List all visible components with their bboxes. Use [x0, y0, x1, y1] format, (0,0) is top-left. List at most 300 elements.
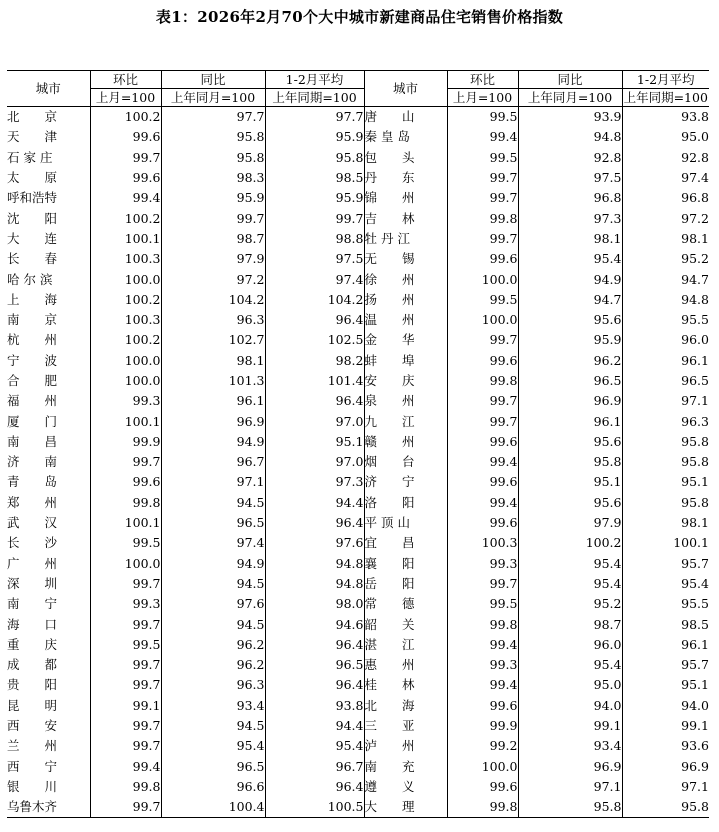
mom-value-cell: 100.3 — [90, 249, 161, 269]
city-name-cell: 丹 东 — [364, 168, 447, 188]
table-row — [7, 513, 709, 533]
avg-header: 1-2月平均 — [622, 71, 709, 89]
mom-base-header: 上月=100 — [447, 89, 518, 107]
avg-value-cell: 97.7 — [265, 107, 364, 128]
city-name-cell: 北 京 — [7, 109, 58, 125]
mom-value-cell: 99.6 — [447, 432, 518, 452]
table-row — [7, 290, 709, 310]
yoy-value-cell: 99.1 — [518, 716, 622, 736]
city-name-cell: 厦 门 — [7, 413, 58, 429]
avg-value-cell: 98.1 — [622, 229, 709, 249]
city-name-cell: 徐 州 — [364, 269, 447, 289]
mom-value-cell: 100.0 — [90, 269, 161, 289]
avg-value-cell: 97.4 — [622, 168, 709, 188]
avg-value-cell: 98.8 — [265, 229, 364, 249]
avg-base-header: 上年同期=100 — [265, 89, 364, 107]
city-name-cell: 乌鲁木齐 — [7, 797, 90, 818]
mom-value-cell: 99.6 — [447, 351, 518, 371]
mom-base-header: 上月=100 — [90, 89, 161, 107]
city-name-cell: 宜 昌 — [364, 533, 447, 553]
avg-value-cell: 95.8 — [622, 452, 709, 472]
mom-value-cell: 100.0 — [447, 269, 518, 289]
mom-value-cell: 99.7 — [447, 411, 518, 431]
mom-value-cell: 99.6 — [447, 777, 518, 797]
yoy-value-cell: 100.2 — [518, 533, 622, 553]
avg-value-cell: 95.9 — [265, 188, 364, 208]
mom-value-cell: 99.4 — [447, 452, 518, 472]
mom-value-cell: 99.8 — [447, 371, 518, 391]
table-row — [7, 797, 709, 818]
avg-value-cell: 94.6 — [265, 614, 364, 634]
yoy-value-cell: 95.9 — [161, 188, 265, 208]
avg-value-cell: 94.4 — [265, 493, 364, 513]
city-name-cell: 贵 阳 — [7, 677, 58, 693]
mom-value-cell: 99.5 — [90, 533, 161, 553]
avg-value-cell: 96.4 — [265, 675, 364, 695]
yoy-value-cell: 95.4 — [161, 736, 265, 756]
header-row-1 — [7, 71, 709, 89]
mom-value-cell: 100.0 — [447, 757, 518, 777]
city-name-cell: 海 口 — [7, 616, 58, 632]
yoy-value-cell: 95.4 — [518, 554, 622, 574]
yoy-value-cell: 96.2 — [518, 351, 622, 371]
avg-value-cell: 98.5 — [622, 614, 709, 634]
table-row — [7, 554, 709, 574]
city-name-cell: 深 圳 — [7, 575, 58, 591]
mom-value-cell: 99.6 — [90, 127, 161, 147]
mom-value-cell: 99.6 — [90, 472, 161, 492]
city-name-cell: 太 原 — [7, 170, 58, 186]
mom-value-cell: 100.2 — [90, 208, 161, 228]
avg-value-cell: 95.8 — [622, 797, 709, 818]
table-row — [7, 696, 709, 716]
avg-value-cell: 96.0 — [622, 330, 709, 350]
city-name-cell: 赣 州 — [364, 432, 447, 452]
yoy-value-cell: 97.1 — [518, 777, 622, 797]
yoy-value-cell: 95.8 — [161, 148, 265, 168]
avg-value-cell: 96.4 — [265, 777, 364, 797]
mom-value-cell: 99.3 — [447, 655, 518, 675]
city-name-cell: 青 岛 — [7, 474, 58, 490]
yoy-base-header: 上年同月=100 — [161, 89, 265, 107]
avg-value-cell: 97.0 — [265, 452, 364, 472]
city-name-cell: 南 充 — [364, 757, 447, 777]
mom-value-cell: 100.2 — [90, 330, 161, 350]
city-name-cell: 九 江 — [364, 411, 447, 431]
mom-value-cell: 100.2 — [90, 290, 161, 310]
yoy-value-cell: 97.2 — [161, 269, 265, 289]
mom-value-cell: 99.5 — [447, 290, 518, 310]
city-name-cell: 广 州 — [7, 555, 58, 571]
yoy-value-cell: 96.1 — [161, 391, 265, 411]
table-row — [7, 188, 709, 208]
city-name-cell: 西 宁 — [7, 758, 58, 774]
avg-value-cell: 95.5 — [622, 310, 709, 330]
city-name-cell: 唐 山 — [364, 107, 447, 128]
yoy-value-cell: 97.4 — [161, 533, 265, 553]
mom-value-cell: 99.5 — [90, 635, 161, 655]
table-row — [7, 107, 709, 128]
city-name-cell: 银 川 — [7, 778, 58, 794]
city-name-cell: 大 理 — [364, 797, 447, 818]
city-name-cell: 南 宁 — [7, 596, 58, 612]
mom-value-cell: 99.3 — [90, 594, 161, 614]
avg-value-cell: 104.2 — [265, 290, 364, 310]
yoy-value-cell: 93.4 — [161, 696, 265, 716]
avg-value-cell: 97.6 — [265, 533, 364, 553]
avg-value-cell: 95.8 — [265, 148, 364, 168]
avg-value-cell: 99.1 — [622, 716, 709, 736]
yoy-value-cell: 95.4 — [518, 249, 622, 269]
avg-value-cell: 101.4 — [265, 371, 364, 391]
table-row — [7, 736, 709, 756]
mom-value-cell: 99.3 — [90, 391, 161, 411]
yoy-value-cell: 94.8 — [518, 127, 622, 147]
avg-value-cell: 93.6 — [622, 736, 709, 756]
city-name-cell: 大 连 — [7, 230, 58, 246]
mom-value-cell: 99.5 — [447, 594, 518, 614]
mom-value-cell: 99.4 — [447, 127, 518, 147]
avg-value-cell: 93.8 — [622, 107, 709, 128]
yoy-value-cell: 96.6 — [161, 777, 265, 797]
mom-value-cell: 99.8 — [90, 777, 161, 797]
avg-value-cell: 96.1 — [622, 635, 709, 655]
table-row — [7, 432, 709, 452]
city-name-cell: 无 锡 — [364, 249, 447, 269]
avg-value-cell: 96.1 — [622, 351, 709, 371]
city-name-cell: 兰 州 — [7, 738, 58, 754]
table-row — [7, 757, 709, 777]
city-name-cell: 平 顶 山 — [364, 513, 447, 533]
mom-value-cell: 100.1 — [90, 229, 161, 249]
yoy-value-cell: 101.3 — [161, 371, 265, 391]
avg-value-cell: 99.7 — [265, 208, 364, 228]
avg-value-cell: 100.5 — [265, 797, 364, 818]
avg-value-cell: 95.2 — [622, 249, 709, 269]
city-name-cell: 桂 林 — [364, 675, 447, 695]
yoy-value-cell: 98.7 — [161, 229, 265, 249]
city-name-cell: 南 昌 — [7, 433, 58, 449]
avg-value-cell: 96.4 — [265, 391, 364, 411]
city-name-cell: 洛 阳 — [364, 493, 447, 513]
yoy-value-cell: 97.1 — [161, 472, 265, 492]
mom-value-cell: 99.4 — [90, 188, 161, 208]
yoy-value-cell: 96.3 — [161, 675, 265, 695]
table-row — [7, 229, 709, 249]
yoy-value-cell: 96.0 — [518, 635, 622, 655]
city-name-cell: 温 州 — [364, 310, 447, 330]
yoy-value-cell: 97.3 — [518, 208, 622, 228]
avg-value-cell: 96.5 — [265, 655, 364, 675]
yoy-value-cell: 95.8 — [161, 127, 265, 147]
city-name-cell: 惠 州 — [364, 655, 447, 675]
yoy-value-cell: 96.5 — [161, 513, 265, 533]
mom-value-cell: 99.7 — [90, 614, 161, 634]
table-row — [7, 655, 709, 675]
mom-value-cell: 99.9 — [90, 432, 161, 452]
mom-value-cell: 99.7 — [447, 574, 518, 594]
mom-value-cell: 99.8 — [90, 493, 161, 513]
mom-value-cell: 99.5 — [447, 107, 518, 128]
mom-value-cell: 99.7 — [90, 655, 161, 675]
yoy-value-cell: 96.8 — [518, 188, 622, 208]
city-name-cell: 南 京 — [7, 312, 58, 328]
city-name-cell: 沈 阳 — [7, 210, 58, 226]
yoy-value-cell: 98.7 — [518, 614, 622, 634]
yoy-value-cell: 96.5 — [161, 757, 265, 777]
city-name-cell: 扬 州 — [364, 290, 447, 310]
avg-value-cell: 94.7 — [622, 269, 709, 289]
mom-value-cell: 99.7 — [90, 736, 161, 756]
table-row — [7, 635, 709, 655]
yoy-value-cell: 96.2 — [161, 655, 265, 675]
mom-value-cell: 100.0 — [90, 351, 161, 371]
city-name-cell: 上 海 — [7, 291, 58, 307]
avg-value-cell: 97.4 — [265, 269, 364, 289]
table-row — [7, 269, 709, 289]
yoy-value-cell: 98.1 — [161, 351, 265, 371]
mom-value-cell: 99.6 — [90, 168, 161, 188]
yoy-value-cell: 97.6 — [161, 594, 265, 614]
mom-value-cell: 99.2 — [447, 736, 518, 756]
city-header: 城市 — [364, 71, 447, 107]
avg-value-cell: 97.2 — [622, 208, 709, 228]
yoy-value-cell: 98.1 — [518, 229, 622, 249]
avg-value-cell: 95.1 — [622, 472, 709, 492]
city-name-cell: 杭 州 — [7, 332, 58, 348]
table-row — [7, 594, 709, 614]
city-name-cell: 锦 州 — [364, 188, 447, 208]
avg-value-cell: 95.5 — [622, 594, 709, 614]
yoy-value-cell: 95.4 — [518, 574, 622, 594]
mom-value-cell: 99.8 — [447, 208, 518, 228]
avg-value-cell: 95.4 — [622, 574, 709, 594]
city-name-cell: 郑 州 — [7, 494, 58, 510]
yoy-base-header: 上年同月=100 — [518, 89, 622, 107]
yoy-value-cell: 94.5 — [161, 574, 265, 594]
yoy-header: 同比 — [518, 71, 622, 89]
mom-value-cell: 99.7 — [447, 188, 518, 208]
yoy-value-cell: 97.9 — [518, 513, 622, 533]
mom-value-cell: 99.6 — [447, 513, 518, 533]
yoy-value-cell: 95.1 — [518, 472, 622, 492]
mom-value-cell: 99.8 — [447, 614, 518, 634]
table-row — [7, 249, 709, 269]
yoy-value-cell: 96.2 — [161, 635, 265, 655]
city-name-cell: 蚌 埠 — [364, 351, 447, 371]
table-row — [7, 310, 709, 330]
avg-value-cell: 94.8 — [622, 290, 709, 310]
yoy-value-cell: 95.0 — [518, 675, 622, 695]
yoy-value-cell: 94.9 — [518, 269, 622, 289]
city-name-cell: 韶 关 — [364, 614, 447, 634]
yoy-value-cell: 95.8 — [518, 797, 622, 818]
avg-value-cell: 96.4 — [265, 513, 364, 533]
avg-value-cell: 98.0 — [265, 594, 364, 614]
table-title: 表1：2026年2月70个大中城市新建商品住宅销售价格指数 — [155, 8, 564, 26]
yoy-value-cell: 97.9 — [161, 249, 265, 269]
table-row — [7, 391, 709, 411]
city-name-cell: 牡 丹 江 — [364, 229, 447, 249]
table-row — [7, 675, 709, 695]
table-row — [7, 148, 709, 168]
table-row — [7, 493, 709, 513]
yoy-value-cell: 94.7 — [518, 290, 622, 310]
yoy-value-cell: 95.6 — [518, 432, 622, 452]
city-name-cell: 金 华 — [364, 330, 447, 350]
yoy-value-cell: 94.9 — [161, 554, 265, 574]
yoy-value-cell: 96.9 — [518, 391, 622, 411]
yoy-value-cell: 96.7 — [161, 452, 265, 472]
table-row — [7, 127, 709, 147]
yoy-value-cell: 100.4 — [161, 797, 265, 818]
avg-value-cell: 96.9 — [622, 757, 709, 777]
city-name-cell: 重 庆 — [7, 636, 58, 652]
table-row — [7, 411, 709, 431]
yoy-value-cell: 98.3 — [161, 168, 265, 188]
avg-value-cell: 92.8 — [622, 148, 709, 168]
avg-value-cell: 96.8 — [622, 188, 709, 208]
mom-value-cell: 99.3 — [447, 554, 518, 574]
city-name-cell: 遵 义 — [364, 777, 447, 797]
city-name-cell: 泸 州 — [364, 736, 447, 756]
mom-value-cell: 100.1 — [90, 513, 161, 533]
mom-value-cell: 99.9 — [447, 716, 518, 736]
city-name-cell: 合 肥 — [7, 373, 58, 388]
mom-value-cell: 99.4 — [447, 635, 518, 655]
mom-value-cell: 100.0 — [90, 554, 161, 574]
avg-value-cell: 96.4 — [265, 635, 364, 655]
mom-value-cell: 99.7 — [90, 716, 161, 736]
avg-value-cell: 97.3 — [265, 472, 364, 492]
mom-value-cell: 100.1 — [90, 411, 161, 431]
yoy-value-cell: 94.5 — [161, 614, 265, 634]
table-row — [7, 330, 709, 350]
avg-base-header: 上年同期=100 — [623, 90, 708, 105]
city-name-cell: 秦 皇 岛 — [364, 127, 447, 147]
avg-value-cell: 94.4 — [265, 716, 364, 736]
yoy-value-cell: 95.6 — [518, 310, 622, 330]
yoy-value-cell: 96.9 — [161, 411, 265, 431]
avg-value-cell: 95.8 — [622, 493, 709, 513]
avg-value-cell: 95.7 — [622, 655, 709, 675]
mom-value-cell: 99.7 — [447, 168, 518, 188]
yoy-value-cell: 96.5 — [518, 371, 622, 391]
yoy-value-cell: 97.5 — [518, 168, 622, 188]
avg-value-cell: 95.9 — [265, 127, 364, 147]
table-row — [7, 371, 709, 391]
yoy-value-cell: 95.2 — [518, 594, 622, 614]
avg-value-cell: 95.8 — [622, 432, 709, 452]
table-row — [7, 574, 709, 594]
yoy-value-cell: 96.9 — [518, 757, 622, 777]
city-name-cell: 宁 波 — [7, 352, 58, 368]
city-name-cell: 吉 林 — [364, 208, 447, 228]
avg-value-cell: 96.5 — [622, 371, 709, 391]
city-name-cell: 常 德 — [364, 594, 447, 614]
city-name-cell: 哈 尔 滨 — [7, 271, 53, 287]
yoy-value-cell: 104.2 — [161, 290, 265, 310]
city-name-cell: 湛 江 — [364, 635, 447, 655]
mom-value-cell: 99.6 — [447, 472, 518, 492]
city-name-cell: 岳 阳 — [364, 574, 447, 594]
yoy-value-cell: 94.5 — [161, 716, 265, 736]
mom-value-cell: 99.5 — [447, 148, 518, 168]
yoy-value-cell: 94.5 — [161, 493, 265, 513]
avg-value-cell: 95.4 — [265, 736, 364, 756]
city-name-cell: 成 都 — [7, 657, 58, 673]
yoy-value-cell: 95.4 — [518, 655, 622, 675]
avg-value-cell: 102.5 — [265, 330, 364, 350]
avg-value-cell: 95.1 — [265, 432, 364, 452]
mom-value-cell: 99.7 — [447, 391, 518, 411]
mom-value-cell: 99.8 — [447, 797, 518, 818]
yoy-value-cell: 93.9 — [518, 107, 622, 128]
mom-value-cell: 99.7 — [90, 148, 161, 168]
avg-value-cell: 100.1 — [622, 533, 709, 553]
yoy-value-cell: 96.3 — [161, 310, 265, 330]
city-name-cell: 烟 台 — [364, 452, 447, 472]
city-header: 城市 — [7, 71, 90, 107]
mom-value-cell: 99.6 — [447, 696, 518, 716]
avg-value-cell: 95.1 — [622, 675, 709, 695]
yoy-value-cell: 99.7 — [161, 208, 265, 228]
city-name-cell: 昆 明 — [7, 697, 58, 713]
mom-value-cell: 99.7 — [90, 675, 161, 695]
mom-value-cell: 99.7 — [447, 229, 518, 249]
mom-value-cell: 99.4 — [447, 675, 518, 695]
mom-header: 环比 — [447, 71, 518, 89]
yoy-value-cell: 95.8 — [518, 452, 622, 472]
header-row-2 — [7, 89, 709, 107]
city-name-cell: 济 南 — [7, 454, 58, 470]
city-name-cell: 襄 阳 — [364, 554, 447, 574]
avg-value-cell: 95.7 — [622, 554, 709, 574]
mom-value-cell: 99.1 — [90, 696, 161, 716]
avg-value-cell: 98.2 — [265, 351, 364, 371]
mom-value-cell: 100.3 — [447, 533, 518, 553]
city-name-cell: 福 州 — [7, 393, 58, 409]
table-row — [7, 208, 709, 228]
yoy-value-cell: 92.8 — [518, 148, 622, 168]
avg-value-cell: 96.7 — [265, 757, 364, 777]
avg-value-cell: 93.8 — [265, 696, 364, 716]
mom-value-cell: 99.7 — [447, 330, 518, 350]
city-name-cell: 安 庆 — [364, 371, 447, 391]
avg-value-cell: 97.0 — [265, 411, 364, 431]
city-name-cell: 天 津 — [7, 129, 58, 145]
mom-header: 环比 — [90, 71, 161, 89]
mom-value-cell: 100.3 — [90, 310, 161, 330]
table-row — [7, 533, 709, 553]
avg-value-cell: 97.1 — [622, 777, 709, 797]
yoy-header: 同比 — [161, 71, 265, 89]
mom-value-cell: 100.2 — [90, 107, 161, 128]
city-name-cell: 包 头 — [364, 148, 447, 168]
city-name-cell: 西 安 — [7, 718, 58, 734]
table-row — [7, 716, 709, 736]
yoy-value-cell: 102.7 — [161, 330, 265, 350]
avg-value-cell: 96.3 — [622, 411, 709, 431]
city-name-cell: 济 宁 — [364, 472, 447, 492]
table-row — [7, 351, 709, 371]
avg-value-cell: 98.5 — [265, 168, 364, 188]
mom-value-cell: 99.7 — [90, 797, 161, 818]
avg-value-cell: 94.0 — [622, 696, 709, 716]
mom-value-cell: 99.4 — [447, 493, 518, 513]
yoy-value-cell: 95.6 — [518, 493, 622, 513]
yoy-value-cell: 96.1 — [518, 411, 622, 431]
